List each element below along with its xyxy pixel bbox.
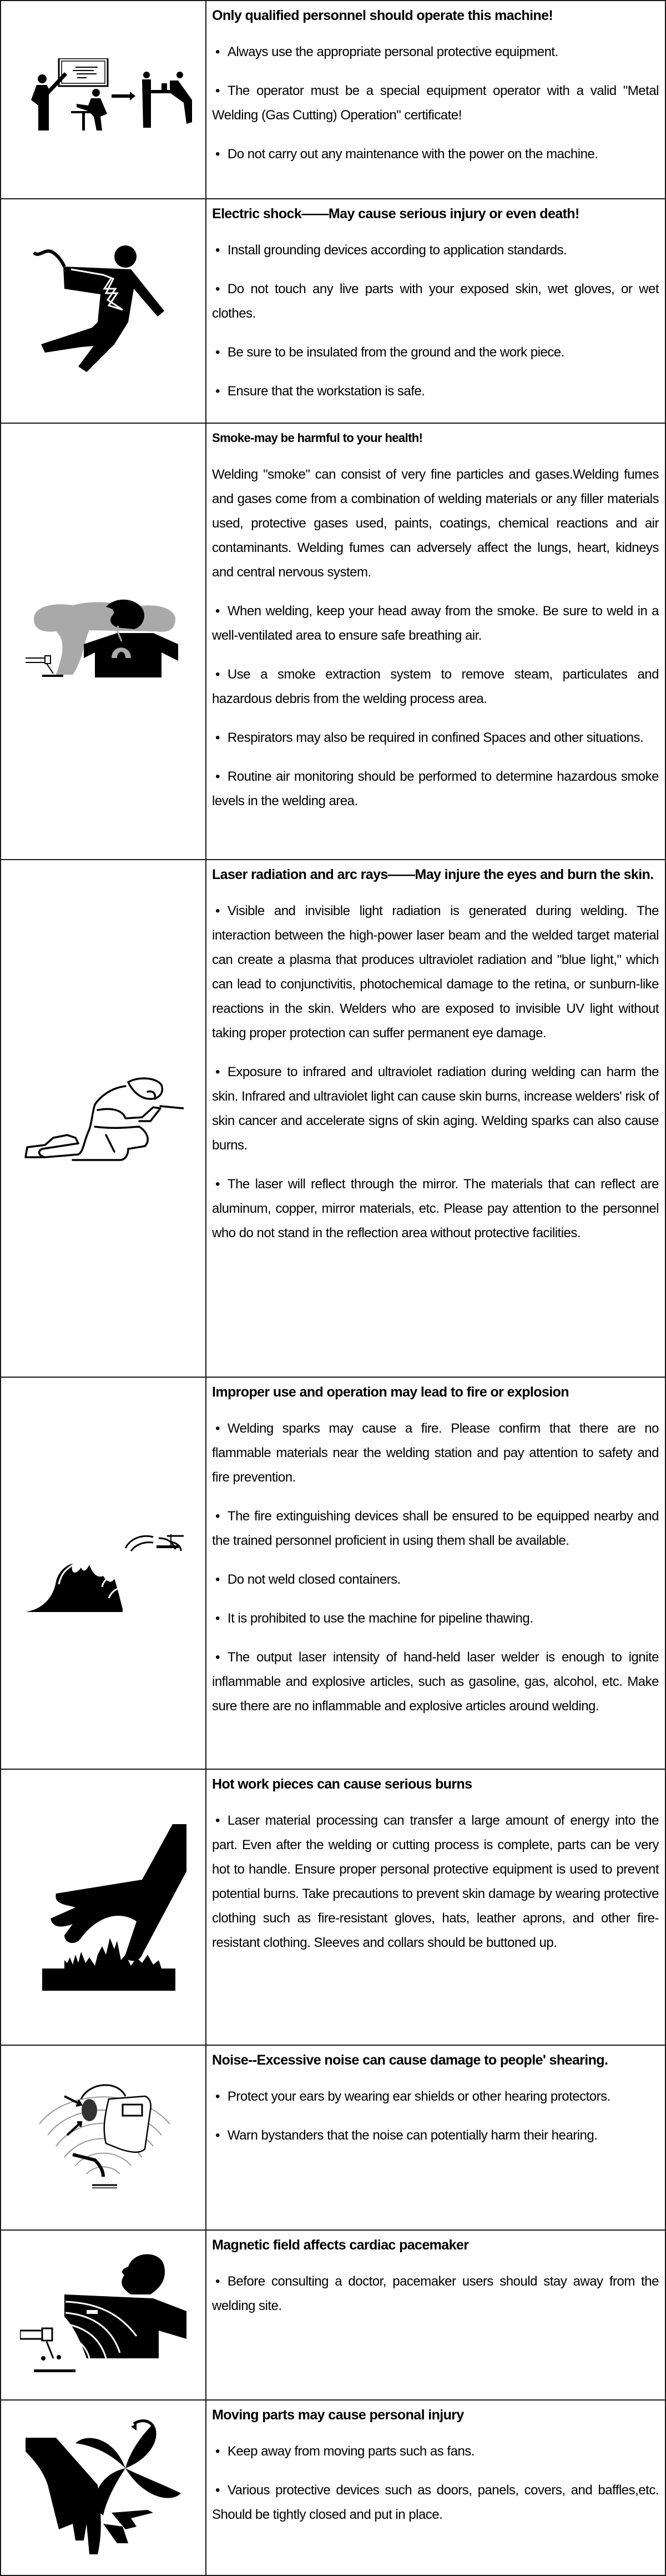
section-electric-shock [1,199,665,423]
bullet-paragraph: • Laser material processing can transfer a large amount of energy into the part. Even after the welding or cutting process is complete, parts can be very hot to handle. Ensure proper personal protective equipment is used to prevent potential burns. Take precautions to prevent skin damage by wearing protective clothing such as fire-resistant gloves, hats, leather aprons, and other fire-resistant clothing. Sleeves and collars should be buttoned up. [212,1809,659,1955]
section-title: Smoke-may be harmful to your health! [212,431,423,445]
bullet-icon: • [215,667,220,682]
section-title: Hot work pieces can cause serious burns [212,1776,472,1792]
icon-cell [1,1,206,199]
electric-shock-icon [31,244,175,378]
bullet-icon: • [215,2128,220,2143]
bullet-icon: • [215,243,220,258]
bullet-icon: • [215,1813,220,1828]
icon-cell [1,2230,206,2400]
bullet-icon: • [215,2274,220,2289]
bullet-paragraph: • Respirators may also be required in confined Spaces and other situations. [212,726,659,750]
bullet-paragraph: • Welding sparks may cause a fire. Please confirm that there are no flammable materials near the welding station and pay attention to safety and fire prevention. [212,1417,659,1490]
text-cell [206,199,665,423]
section-hot-work [1,1769,665,2045]
bullet-icon: • [215,1650,220,1665]
bullet-icon: • [215,147,220,162]
bullet-paragraph: • Do not touch any live parts with your exposed skin, wet gloves, or wet clothes. [212,277,659,326]
bullet-paragraph: • Warn bystanders that the noise can potentially harm their hearing. [212,2123,659,2148]
bullet-paragraph: • Protect your ears by wearing ear shields or other hearing protectors. [212,2085,659,2109]
section-title: Electric shock——May cause serious injury or even death! [212,206,579,222]
bullet-icon: • [215,1509,220,1524]
text-cell [206,423,665,860]
text-cell [206,1377,665,1769]
section-title: Moving parts may cause personal injury [212,2407,464,2423]
section-moving-parts [1,2400,665,2575]
bullet-icon: • [215,604,220,619]
bullet-icon: • [215,1177,220,1192]
bullet-paragraph: • Use a smoke extraction system to remove steam, particulates and hazardous debris from the welding process area. [212,662,659,711]
section-smoke [1,423,665,860]
bullet-paragraph: • Before consulting a doctor, pacemaker users should stay away from the welding site. [212,2269,659,2318]
bullet-paragraph: • It is prohibited to use the machine for pipeline thawing. [212,1606,659,1631]
bullet-icon: • [215,1611,220,1626]
icon-cell [1,1769,206,2045]
hearing-protection-icon [34,2082,173,2193]
bullet-paragraph: • The fire extinguishing devices shall be ensured to be equipped nearby and the trained personnel proficient in using them shall be available. [212,1504,659,1553]
bullet-paragraph: • Do not carry out any maintenance with the power on the machine. [212,142,659,167]
section-fire [1,1377,665,1769]
icon-cell [1,2045,206,2230]
text-cell [206,860,665,1377]
text-cell [206,1769,665,2045]
bullet-icon: • [215,1064,220,1079]
bullet-paragraph: • Install grounding devices according to application standards. [212,238,659,263]
section-qualified [1,1,665,199]
bullet-paragraph: • The laser will reflect through the mirror. The materials that can reflect are aluminum, copper, mirror materials, etc. Please pay attention to the personnel who do not stand in the reflection area without protective facilities. [212,1172,659,1246]
icon-cell [1,1377,206,1769]
bullet-icon: • [215,384,220,399]
bullet-paragraph: • The output laser intensity of hand-held laser welder is enough to ignite inflammable and explosive articles, such as gasoline, gas, alcohol, etc. Make sure there are no inflammable and explosive articles around welding. [212,1645,659,1719]
smoke-inhalation-icon [23,597,184,686]
bullet-paragraph: • Routine air monitoring should be performed to determine hazardous smoke levels in the welding area. [212,765,659,814]
icon-cell [1,2400,206,2575]
bullet-icon: • [215,730,220,745]
bullet-icon: • [215,1421,220,1436]
bullet-paragraph: • Exposure to infrared and ultraviolet radiation during welding can harm the skin. Infrared and ultraviolet light can cause skin burns, increase welders' risk of skin cancer and accelerate signs of skin aging. Welding sparks can also cause burns. [212,1060,659,1158]
icon-cell [1,423,206,860]
section-title: Laser radiation and arc rays——May injure the eyes and burn the skin. [212,867,654,882]
bullet-icon: • [215,1572,220,1587]
section-title: Improper use and operation may lead to fire or explosion [212,1384,569,1400]
bullet-paragraph: • Always use the appropriate personal protective equipment. [212,40,659,64]
paragraph: Welding "smoke" can consist of very fine particles and gases.Welding fumes and gases come from a combination of welding materials or any filler materials used, protective gases used, paints, coatings, chemical reactions and air contaminants. Welding fumes can adversely affect the lungs, heart, kidneys and central nervous system. [212,467,659,580]
bullet-paragraph: • Keep away from moving parts such as fans. [212,2439,659,2464]
fan-hand-entanglement-icon [20,2413,186,2563]
icon-cell [1,199,206,423]
bullet-icon: • [215,282,220,297]
bullet-paragraph: • Visible and invisible light radiation is generated during welding. The interaction between the high-power laser beam and the welded target material can create a plasma that produces ultraviolet radiation and "blue light," which can lead to conjunctivitis, photochemical damage to the retina, or sunburn-like reactions in the skin. Welders who are exposed to invisible UV light without taking proper protection can suffer permanent eye damage. [212,899,659,1046]
bullet-paragraph: • The operator must be a special equipment operator with a valid "Metal Welding (Gas Cutting) Operation" certificate! [212,79,659,128]
section-title: Noise--Excessive noise can cause damage to people' shearing. [212,2052,608,2068]
section-magnetic [1,2230,665,2400]
training-personnel-icon [14,58,192,142]
bullet-icon: • [215,2444,220,2459]
text-cell [206,1,665,199]
bullet-icon: • [215,903,220,918]
bullet-paragraph: • When welding, keep your head away from the smoke. Be sure to weld in a well-ventilated area to ensure safe breathing air. [212,599,659,648]
bullet-icon: • [215,44,220,59]
bullet-paragraph: • Do not weld closed containers. [212,1568,659,1592]
icon-cell [1,860,206,1377]
section-laser-radiation [1,860,665,1377]
bullet-paragraph: • Various protective devices such as doors, panels, covers, and baffles,etc. Should be tightly closed and put in place. [212,2478,659,2527]
section-noise [1,2045,665,2230]
text-cell [206,2230,665,2400]
bullet-icon: • [215,769,220,784]
bullet-paragraph: • Ensure that the workstation is safe. [212,379,659,404]
bullet-icon: • [215,83,220,98]
bullet-icon: • [215,2089,220,2104]
magnetic-field-pacemaker-icon [20,2253,186,2378]
section-title: Magnetic field affects cardiac pacemaker [212,2237,469,2253]
text-cell [206,2045,665,2230]
bullet-paragraph: • Be sure to be insulated from the ground and the work piece. [212,340,659,365]
text-cell [206,2400,665,2575]
bullet-icon: • [215,2483,220,2498]
bullet-icon: • [215,345,220,360]
section-title: Only qualified personnel should operate this machine! [212,8,553,23]
fire-sparks-icon [20,1531,186,1615]
hot-surface-hand-icon [20,1821,186,1993]
kneeling-welder-icon [23,1074,184,1163]
